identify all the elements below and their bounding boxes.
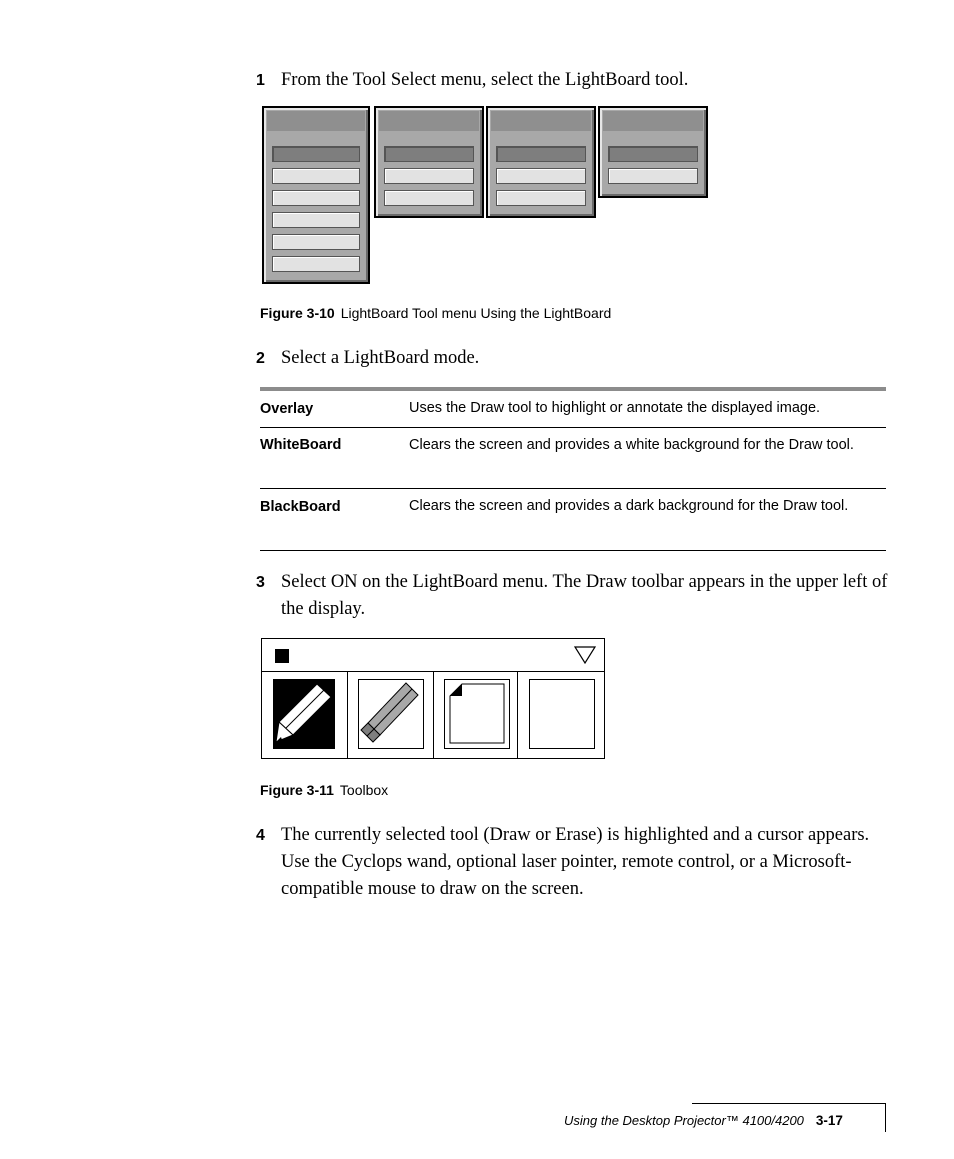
- menu-item[interactable]: [496, 190, 586, 206]
- menu-item[interactable]: [272, 168, 360, 184]
- figure-label: Figure 3-11: [260, 782, 334, 798]
- step-number: 1: [256, 72, 265, 89]
- menu-item[interactable]: [272, 256, 360, 272]
- lightboard-menu: [374, 106, 484, 218]
- figure-caption-3-11: [260, 782, 388, 798]
- footer-rule: [692, 1103, 886, 1104]
- step-text: From the Tool Select menu, select the LightBoard tool.: [281, 70, 689, 90]
- figure-caption-3-10: [260, 305, 611, 321]
- menu-item[interactable]: [608, 146, 698, 162]
- menu-title-bar: [603, 111, 703, 131]
- page-number: 3-17: [815, 1113, 843, 1128]
- menu-title-bar: [267, 111, 365, 131]
- erase-tool-button[interactable]: [348, 672, 433, 758]
- mode-definition: Clears the screen and provides a white background for the Draw tool.: [409, 437, 854, 453]
- blank-tool-button[interactable]: [518, 672, 604, 758]
- step-number: 3: [256, 574, 265, 591]
- menu-item[interactable]: [496, 146, 586, 162]
- step-text: Select ON on the LightBoard menu. The Draw toolbar appears in the upper left of the display.: [281, 572, 888, 619]
- table-row: [260, 428, 886, 489]
- mode-definition: Clears the screen and provides a dark background for the Draw tool.: [409, 498, 849, 514]
- menu-title-bar: [379, 111, 479, 131]
- figure-caption-text: Toolbox: [339, 782, 389, 798]
- footer-vertical-rule: [885, 1103, 886, 1132]
- figure-caption-text: LightBoard Tool menu Using the LightBoard: [340, 305, 612, 321]
- menu-title-bar: [491, 111, 591, 131]
- menu-item[interactable]: [272, 190, 360, 206]
- menu-item[interactable]: [608, 168, 698, 184]
- menu-item[interactable]: [272, 234, 360, 250]
- mode-term: WhiteBoard: [260, 437, 342, 453]
- lightboard-onoff-menu: [598, 106, 708, 198]
- step-text: Select a LightBoard mode.: [281, 348, 480, 368]
- page-footer: [564, 1113, 843, 1128]
- mode-term: BlackBoard: [260, 499, 341, 515]
- mode-definition: Uses the Draw tool to highlight or annotate the displayed image.: [409, 400, 821, 416]
- lightboard-mode-menu: [486, 106, 596, 218]
- step-number: 2: [256, 350, 265, 367]
- step-number: 4: [256, 827, 265, 844]
- table-row: [260, 489, 886, 551]
- figure-label: Figure 3-10: [260, 305, 335, 321]
- mode-term: Overlay: [260, 401, 314, 417]
- draw-toolbox: [261, 638, 605, 759]
- triangle-down-icon[interactable]: [574, 646, 596, 664]
- toolbox-header: [262, 639, 604, 672]
- draw-tool-button[interactable]: [262, 672, 347, 758]
- close-square-icon[interactable]: [275, 649, 289, 663]
- step-text: The currently selected tool (Draw or Erase) is highlighted and a cursor appears. Use the Cyclops wand, optional laser pointer, remote control, or a Microsoft-compatible mouse to draw on the screen.: [281, 825, 870, 899]
- menu-item[interactable]: [384, 146, 474, 162]
- menu-item[interactable]: [272, 146, 360, 162]
- page-icon: [444, 679, 510, 749]
- page-tool-button[interactable]: [434, 672, 517, 758]
- footer-title: Using the Desktop Projector™ 4100/4200: [564, 1113, 804, 1128]
- menu-item[interactable]: [384, 168, 474, 184]
- blank-icon: [529, 679, 595, 749]
- pencil-icon: [273, 679, 339, 749]
- tool-select-menu: [262, 106, 370, 284]
- table-row: [260, 391, 886, 428]
- menu-item[interactable]: [496, 168, 586, 184]
- eraser-icon: [358, 679, 424, 749]
- menu-item[interactable]: [272, 212, 360, 228]
- menu-item[interactable]: [384, 190, 474, 206]
